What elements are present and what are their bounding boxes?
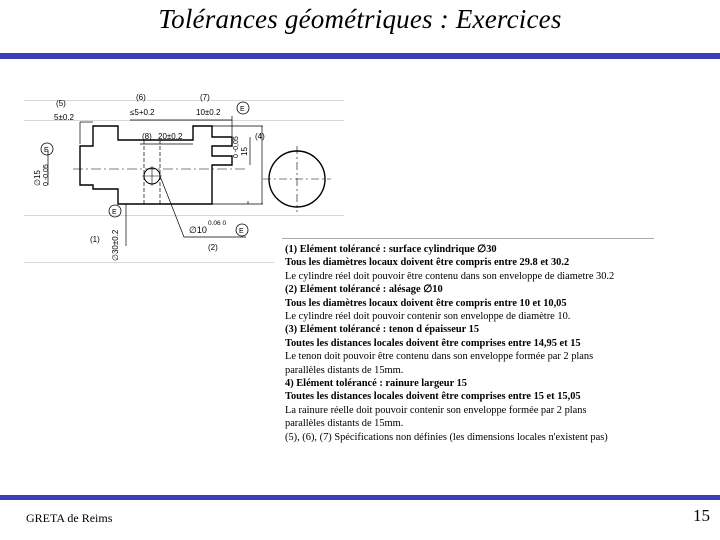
note-line: Le cylindre réel doit pouvoir contenir son enveloppe de diamètre 10.	[285, 311, 571, 322]
callout-1: (1)	[90, 235, 100, 244]
dim-10-tol: 0.06 0	[208, 220, 227, 227]
dim-15-left: ∅15	[33, 170, 42, 186]
bottom-divider	[0, 495, 720, 500]
note-line: (3) Elément tolérancé : tenon d épaisseur 15	[285, 324, 480, 336]
note-line: (5), (6), (7) Spécifications non définies (les dimensions locales n'existent pas)	[285, 431, 608, 443]
tolerance-notes	[282, 238, 654, 445]
page-number: 15	[693, 506, 710, 525]
note-line: Tous les diamètres locaux doivent être compris entre 10 et 10,05	[285, 297, 567, 309]
dim-30: ∅30±0.2	[111, 229, 120, 261]
slide-title: Tolérances géométriques : Exercices	[158, 4, 562, 34]
dim-15: 15	[240, 147, 249, 156]
note-line: Le cylindre réel doit pouvoir être contenu dans son enveloppe de diametre 30.2	[285, 270, 615, 282]
note-line: Toutes les distances locales doivent être comprises entre 14,95 et 15	[285, 337, 581, 349]
envelope-symbol: E	[240, 106, 245, 113]
dim-10: ∅10	[189, 225, 207, 235]
dim-8: 20±0.2	[158, 132, 183, 141]
dim-15-tol: 0 -0,05	[233, 136, 240, 158]
envelope-symbol-10: E	[239, 228, 244, 235]
callout-6: (6)	[136, 93, 146, 102]
envelope-symbol-left: E	[44, 147, 49, 154]
note-line: La rainure réelle doit pouvoir contenir son enveloppe formée par 2 plans	[285, 404, 587, 416]
dim-5: 5±0.2	[54, 113, 74, 122]
note-line: (2) Elément tolérancé : alésage ∅10	[285, 284, 443, 296]
note-line: (1) Elément tolérancé : surface cylindrique ∅30	[285, 244, 497, 255]
dim-6: ≤5+0.2	[130, 108, 155, 117]
note-line: parallèles distants de 15mm.	[285, 364, 404, 376]
part-outline	[80, 126, 232, 204]
note-line: Tous les diamètres locaux doivent être compris entre 29.8 et 30.2	[285, 257, 570, 269]
note-line: 4) Elément tolérancé : rainure largeur 15	[285, 378, 467, 389]
callout-7: (7)	[200, 93, 210, 102]
top-divider	[0, 53, 720, 59]
note-line: parallèles distants de 15mm.	[285, 418, 404, 430]
dim-7: 10±0.2	[196, 108, 221, 117]
callout-5: (5)	[56, 99, 66, 108]
envelope-symbol-30: E	[112, 209, 117, 216]
dim-15-left-tol: 0 -0,05	[43, 164, 50, 186]
note-line: Le tenon doit pouvoir être contenu dans son enveloppe formée par 2 plans	[285, 351, 594, 363]
note-line: Toutes les distances locales doivent être comprises entre 15 et 15,05	[285, 391, 581, 403]
callout-4: (4)	[255, 132, 265, 141]
callout-2: (2)	[208, 243, 218, 252]
callout-8: (8)	[142, 132, 152, 141]
footer-organization: GRETA de Reims	[26, 511, 113, 525]
